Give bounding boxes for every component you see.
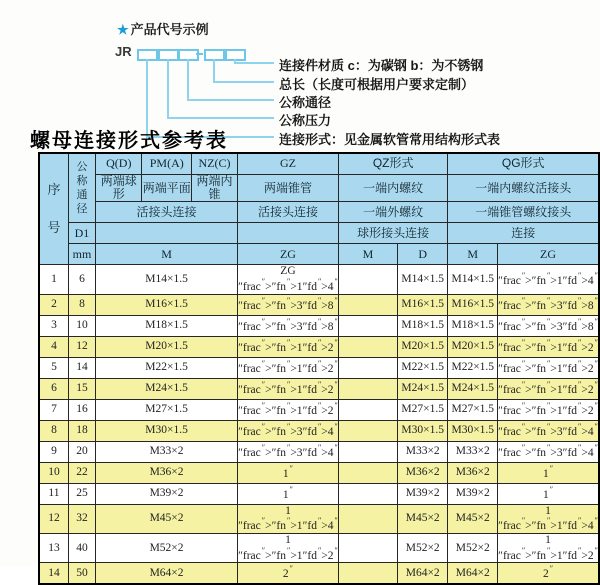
table-cell: 22 — [68, 462, 95, 483]
diagram-title — [117, 19, 209, 38]
table-cell: ″frac″>″fn″>1″fd″>2″ — [498, 378, 599, 399]
table-cell: 9 — [39, 441, 68, 462]
table-cell — [338, 504, 397, 533]
header-form-pma: PM(A) — [142, 153, 192, 175]
table-row — [39, 441, 599, 462]
header-dn — [68, 153, 95, 223]
table-cell — [338, 315, 397, 336]
table-cell: 25 — [68, 483, 95, 504]
table-cell: ″frac″>″fn″>3″fd″>4″ — [238, 420, 339, 441]
table-cell: 1 ″frac″>″fn″>1″fd″>4″ — [238, 504, 338, 533]
table-cell: 12 — [39, 504, 68, 533]
table-row — [39, 483, 599, 504]
table-cell: M16×1.5 — [96, 294, 238, 315]
header-row-units — [39, 244, 599, 265]
table-cell: M30×1.5 — [448, 420, 498, 441]
table-cell: 8 — [68, 294, 95, 315]
table-cell: M45×2 — [448, 504, 498, 533]
table-row — [39, 336, 599, 357]
table-cell — [338, 399, 397, 420]
code-field-label: 公称压力 — [279, 113, 332, 128]
table-cell: 8 — [39, 420, 68, 441]
table-header — [39, 153, 599, 265]
table-cell: 32 — [68, 504, 95, 533]
table-cell: M39×2 — [398, 483, 448, 504]
table-row — [39, 462, 599, 483]
table-cell: M24×1.5 — [398, 378, 448, 399]
table-cell: M33×2 — [398, 441, 448, 462]
table-cell: 2″ — [498, 563, 599, 585]
table-row — [39, 357, 599, 378]
header-connect: 连接 — [448, 223, 599, 244]
table-cell: M64×2 — [398, 563, 448, 585]
header-conn-qz: 一端外螺纹 — [338, 202, 448, 223]
table-cell: M33×2 — [96, 441, 238, 462]
table-row — [39, 294, 599, 315]
table-cell: 1″ — [498, 462, 599, 483]
table-cell — [338, 265, 397, 294]
header-conn-gz: 活接头连接 — [238, 202, 339, 223]
table-cell: M22×1.5 — [96, 357, 238, 378]
header-form-qz: QZ形式 — [338, 153, 448, 175]
header-desc-gz: 两端锥管 — [238, 175, 339, 202]
table-cell: 4 — [39, 336, 68, 357]
table-cell: M22×1.5 — [398, 357, 448, 378]
header-unit-m2: M — [338, 244, 397, 265]
table-cell: ″frac″>″fn″>3″fd″>8″ — [498, 315, 599, 336]
table-cell: 1″ — [498, 483, 599, 504]
table-cell: 6 — [68, 265, 95, 294]
code-field-label: 公称通径 — [279, 95, 332, 110]
table-cell: 11 — [39, 483, 68, 504]
header-conn-qg: 一端锥管螺纹接头 — [448, 202, 599, 223]
table-cell: 2″ — [238, 563, 339, 585]
header-row-d1 — [39, 223, 599, 244]
header-row-conn — [39, 202, 599, 223]
leader-line-vertical — [213, 59, 215, 83]
code-prefix: JR — [115, 44, 132, 59]
header-unit-m3: M — [448, 244, 498, 265]
table-cell: 14 — [39, 563, 68, 585]
table-cell: M27×1.5 — [96, 399, 238, 420]
table-cell: 40 — [68, 533, 95, 562]
header-form-nzc: NZ(C) — [192, 153, 238, 175]
table-cell: 15 — [68, 378, 95, 399]
table-cell: 1 — [39, 265, 68, 294]
table-cell: ″frac″>″fn″>3″fd″>8″ — [498, 294, 599, 315]
table-cell: ″frac″>″fn″>1″fd″>2″ — [498, 357, 599, 378]
leader-line-horizontal — [234, 62, 274, 64]
leader-line-horizontal — [167, 117, 274, 119]
table-cell: M45×2 — [398, 504, 448, 533]
table-cell: 3 — [39, 315, 68, 336]
table-body — [39, 265, 599, 584]
table-row — [39, 504, 599, 533]
table-cell: M36×2 — [96, 462, 238, 483]
table-cell: 16 — [68, 399, 95, 420]
table-cell: ″frac″>″fn″>1″fd″>2″ — [498, 399, 599, 420]
table-cell: M64×2 — [448, 563, 498, 585]
table-row — [39, 533, 599, 562]
table-cell: M14×1.5 — [448, 265, 498, 294]
table-cell: 1 ″frac″>″fn″>1″fd″>4″ — [498, 504, 598, 533]
header-d1-empty1 — [96, 223, 238, 244]
table-cell: M18×1.5 — [398, 315, 448, 336]
table-cell: ″frac″>″fn″>1″fd″>2″ — [238, 399, 339, 420]
table-row — [39, 265, 599, 294]
table-cell: M30×1.5 — [398, 420, 448, 441]
table-cell: M36×2 — [448, 462, 498, 483]
header-desc-nzc: 两端内锥 — [192, 175, 238, 202]
table-cell: M20×1.5 — [398, 336, 448, 357]
table-cell: ″frac″>″fn″>1″fd″>2″ — [238, 357, 339, 378]
table-cell: ″frac″>″fn″>1″fd″>2″ — [238, 336, 339, 357]
table-cell: 2 — [39, 294, 68, 315]
table-cell: M45×2 — [96, 504, 238, 533]
header-desc-qd: 两端球形 — [96, 175, 142, 202]
table-cell: 1 ″frac″>″fn″>1″fd″>2″ — [238, 533, 338, 562]
table-cell: M27×1.5 — [448, 399, 498, 420]
table-cell: M27×1.5 — [398, 399, 448, 420]
table-cell: M52×2 — [398, 533, 448, 562]
code-field-label: 连接件材质 c：为碳钢 b：为不锈钢 — [279, 58, 484, 73]
table-cell: 50 — [68, 563, 95, 585]
leader-line-horizontal — [187, 99, 274, 101]
table-cell: 1″ — [238, 483, 339, 504]
table-row — [39, 315, 599, 336]
table-cell — [338, 336, 397, 357]
table-cell: M39×2 — [96, 483, 238, 504]
table-cell: M14×1.5 — [96, 265, 238, 294]
header-seq-label: 序 号 — [47, 181, 61, 236]
table-title: 螺母连接形式参考表 — [30, 128, 228, 152]
table-cell: ″frac″>″fn″>1″fd″>4″ — [498, 265, 599, 294]
code-dash — [196, 53, 203, 55]
header-mm: mm — [68, 244, 95, 265]
table-cell: M20×1.5 — [96, 336, 238, 357]
table-cell: ″frac″>″fn″>3″fd″>4″ — [238, 441, 339, 462]
table-cell: M64×2 — [96, 563, 238, 585]
table-cell: 20 — [68, 441, 95, 462]
table-cell: M18×1.5 — [448, 315, 498, 336]
table-cell: ″frac″>″fn″>3″fd″>8″ — [238, 315, 339, 336]
table-cell: M52×2 — [448, 533, 498, 562]
table-cell: M36×2 — [398, 462, 448, 483]
table-row — [39, 378, 599, 399]
table-cell — [338, 420, 397, 441]
table-row — [39, 420, 599, 441]
header-unit-zg1: ZG — [238, 244, 339, 265]
table-cell: M22×1.5 — [448, 357, 498, 378]
table-cell: ″frac″>″fn″>3″fd″>4″ — [498, 420, 599, 441]
header-row-forms — [39, 153, 599, 175]
table-cell: M24×1.5 — [96, 378, 238, 399]
table-cell: 10 — [68, 315, 95, 336]
leader-line-vertical — [167, 59, 169, 119]
header-form-qg: QG形式 — [448, 153, 599, 175]
header-desc-qz: 一端内螺纹 — [338, 175, 448, 202]
header-unit-zg2: ZG — [498, 244, 599, 265]
table-cell: M16×1.5 — [398, 294, 448, 315]
table-cell — [338, 483, 397, 504]
table-cell — [338, 294, 397, 315]
code-field-label: 总长（长度可根据用户要求定制） — [279, 77, 475, 92]
header-unit-m1: M — [96, 244, 238, 265]
nut-connection-table — [38, 152, 600, 585]
table-cell: M24×1.5 — [448, 378, 498, 399]
header-seq — [39, 153, 68, 265]
table-cell: ″frac″>″fn″>3″fd″>4″ — [498, 441, 599, 462]
table-row — [39, 563, 599, 585]
table-cell: 18 — [68, 420, 95, 441]
table-cell: 1 ″frac″>″fn″>1″fd″>2″ — [498, 533, 598, 562]
table-cell: 12 — [68, 336, 95, 357]
header-form-gz: GZ — [238, 153, 339, 175]
header-ball-joint: 球形接头连接 — [338, 223, 448, 244]
leader-line-horizontal — [213, 81, 274, 83]
table-cell: ZG ″frac″>″fn″>1″fd″>4″ — [238, 265, 338, 294]
table-cell: M18×1.5 — [96, 315, 238, 336]
header-d1-empty2 — [238, 223, 339, 244]
table-cell: ″frac″>″fn″>1″fd″>2″ — [238, 378, 339, 399]
table-cell — [338, 441, 397, 462]
header-d1: D1 — [68, 223, 95, 244]
table-cell — [338, 378, 397, 399]
table-cell — [338, 533, 397, 562]
table-cell: 7 — [39, 399, 68, 420]
diagram-title-text: 产品代号示例 — [130, 22, 209, 37]
table-cell: M39×2 — [448, 483, 498, 504]
table-cell: 13 — [39, 533, 68, 562]
table-cell: M20×1.5 — [448, 336, 498, 357]
table-cell: M14×1.5 — [398, 265, 448, 294]
header-row-descs — [39, 175, 599, 202]
leader-line-vertical — [187, 59, 189, 101]
header-desc-pma: 两端平面 — [142, 175, 192, 202]
table-cell: M16×1.5 — [448, 294, 498, 315]
table-cell: M52×2 — [96, 533, 238, 562]
header-dn-label: 公 称 通 径 — [76, 161, 88, 216]
table-cell: 6 — [39, 378, 68, 399]
table-cell: 14 — [68, 357, 95, 378]
table-cell: 10 — [39, 462, 68, 483]
header-conn-union: 活接头连接 — [96, 202, 238, 223]
table-cell: ″frac″>″fn″>1″fd″>2″ — [498, 336, 599, 357]
table-cell: M33×2 — [448, 441, 498, 462]
header-form-qd: Q(D) — [96, 153, 142, 175]
table-row — [39, 399, 599, 420]
header-unit-d: D — [398, 244, 448, 265]
table-cell: 1″ — [238, 462, 339, 483]
star-icon: ★ — [117, 22, 129, 37]
header-desc-qg: 一端内螺纹活接头 — [448, 175, 599, 202]
table-cell — [338, 357, 397, 378]
table-cell — [338, 563, 397, 585]
table-cell: M30×1.5 — [96, 420, 238, 441]
table-cell: 5 — [39, 357, 68, 378]
code-field-label: 连接形式：见金属软管常用结构形式表 — [279, 132, 501, 147]
table-cell: ″frac″>″fn″>3″fd″>8″ — [238, 294, 339, 315]
table-cell — [338, 462, 397, 483]
